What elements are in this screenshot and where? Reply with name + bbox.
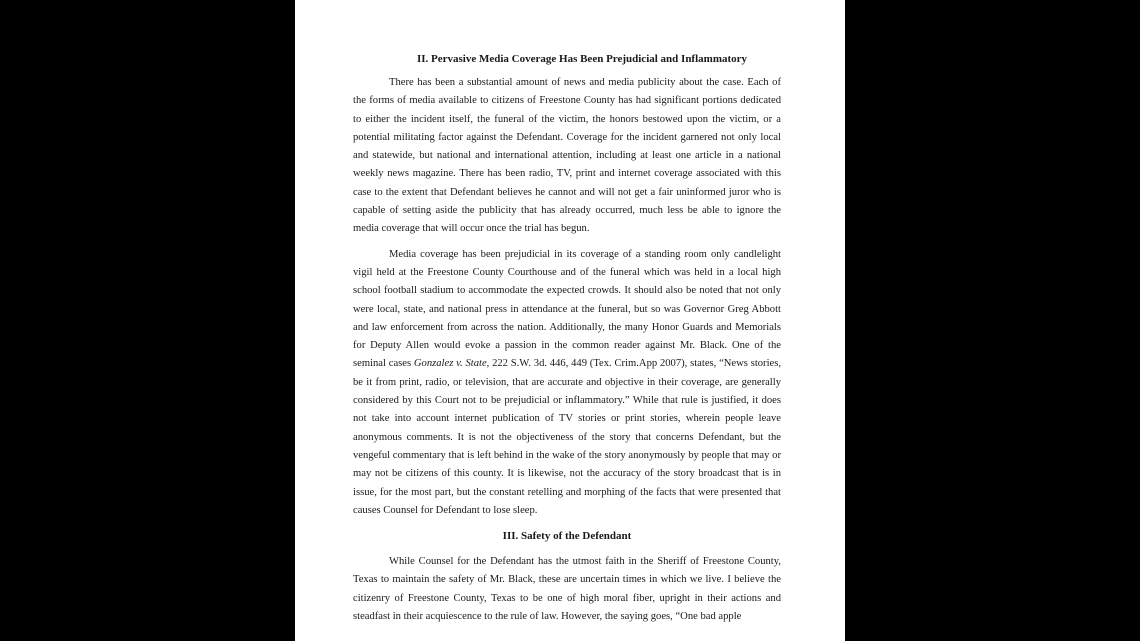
section-heading-media-coverage: II. Pervasive Media Coverage Has Been Prejudicial and Inflammatory — [416, 53, 748, 65]
section-heading-safety: III. Safety of the Defendant — [502, 530, 632, 543]
document-content — [353, 50, 781, 633]
paragraph-text: , 222 S.W. 3d. 446, 449 (Tex. Crim.App 2007), states, “News stories, be it from print, radio, or television, that are accurate and objective in their coverage, are generally considered by this Court not to be prejudicial or inflammatory.” While that rule is justified, it does not take into account internet publication of TV stories or print stories, wherein people leave anonymous comments. It is not the objectiveness of the story that concerns Defendant, but the vengeful commentary that is left behind in the wake of the story anonymously by people that may or may not be citizens of this county. It is likewise, not the accuracy of the story broadcast that is in issue, for the most part, but the constant retelling and morphing of the facts that were presented that causes Counsel for Defendant to lose sleep. — [353, 358, 781, 516]
paragraph-text: Media coverage has been prejudicial in its coverage of a standing room only candlelight vigil held at the Freestone County Courthouse and of the funeral which was held in a local high school football stadium to accommodate the expected crowds. It should also be noted that not only were local, state, and national press in attendance at the funeral, but so was Governor Greg Abbott and law enforcement from across the nation. Additionally, the many Honor Guards and Memorials for Deputy Allen would evoke a passion in the common reader against Mr. Black. One of the seminal cases — [353, 248, 781, 370]
paragraph-media-publicity: There has been a substantial amount of news and media publicity about the case. Each of the forms of media available to citizens of Freestone County has had significant portions dedicated to either the incident itself, the funeral of the victim, the honors bestowed upon the victim, or a potential militating factor against the Defendant. Coverage for the incident garnered not only local and statewide, but national and international attention, including at least one article in a national weekly news magazine. There has been radio, TV, print and internet coverage associated with this case to the extent that Defendant believes he cannot and will not get a fair uninformed juror who is capable of setting aside the publicity that has already occurred, much less be able to ignore the media coverage that will occur once the trial has begun. — [353, 77, 781, 235]
paragraph-safety: While Counsel for the Defendant has the utmost faith in the Sheriff of Freestone County, Texas to maintain the safety of Mr. Black, these are uncertain times in which we live. I believe the citizenry of Freestone County, Texas to be one of high moral fiber, upright in their actions and steadfast in their acquiescence to the rule of law. However, the saying goes, “One bad apple — [353, 556, 781, 623]
paragraph-media-prejudicial — [353, 246, 781, 520]
document-page — [295, 0, 845, 641]
case-citation-name: Gonzalez v. State — [413, 358, 487, 370]
